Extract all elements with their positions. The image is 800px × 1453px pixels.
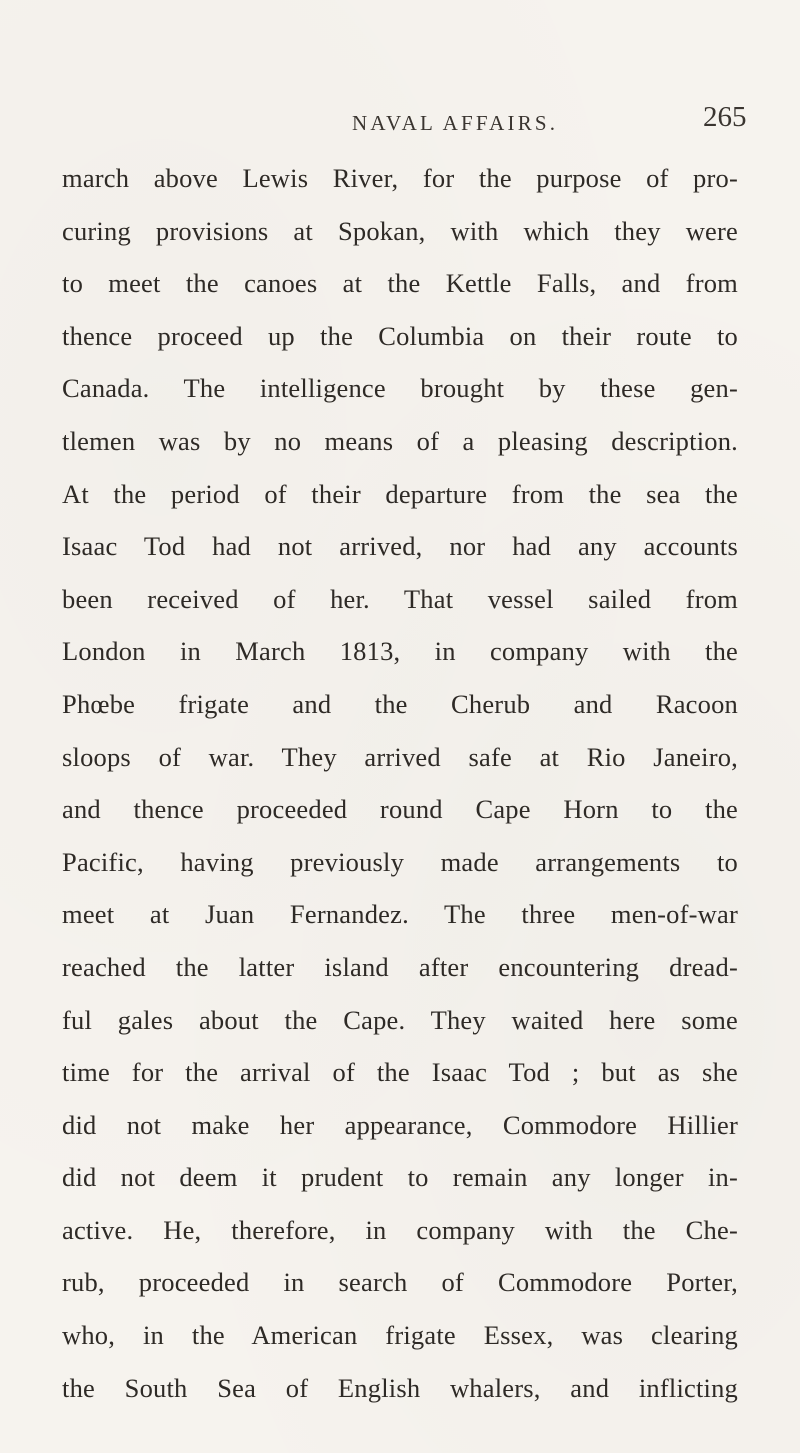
running-title: NAVAL AFFAIRS. xyxy=(352,111,559,135)
text-line: Canada. The intelligence brought by these gen- xyxy=(62,373,738,404)
body-text xyxy=(62,152,738,1414)
text-line: reached the latter island after encountering dread- xyxy=(62,951,738,982)
text-line: who, in the American frigate Essex, was clearing xyxy=(62,1320,738,1351)
text-line: Pacific, having previously made arrangements to xyxy=(62,846,738,877)
text-line: and thence proceeded round Cape Horn to the xyxy=(62,794,738,825)
text-line: Phœbe frigate and the Cherub and Racoon xyxy=(62,688,738,719)
text-line: active. He, therefore, in company with the Che- xyxy=(62,1214,738,1245)
text-line: time for the arrival of the Isaac Tod ; but as she xyxy=(62,1057,738,1088)
text-line: been received of her. That vessel sailed from xyxy=(62,583,738,614)
text-line: tlemen was by no means of a pleasing description. xyxy=(62,425,738,456)
text-line: thence proceed up the Columbia on their route to xyxy=(62,320,738,351)
text-line: march above Lewis River, for the purpose of pro- xyxy=(62,163,738,193)
text-line: curing provisions at Spokan, with which they were xyxy=(62,215,738,246)
text-line: did not make her appearance, Commodore Hillier xyxy=(62,1109,738,1140)
text-line: rub, proceeded in search of Commodore Porter, xyxy=(62,1267,738,1298)
text-line: meet at Juan Fernandez. The three men-of-war xyxy=(62,899,738,930)
text-line: ful gales about the Cape. They waited here some xyxy=(62,1004,738,1035)
text-line: London in March 1813, in company with the xyxy=(62,636,738,667)
page-number: 265 xyxy=(703,101,747,133)
text-line: At the period of their departure from the sea the xyxy=(62,478,738,509)
text-line: sloops of war. They arrived safe at Rio Janeiro, xyxy=(62,741,738,772)
text-line: the South Sea of English whalers, and inflicting xyxy=(62,1372,738,1403)
running-head xyxy=(0,101,800,147)
text-line: Isaac Tod had not arrived, nor had any accounts xyxy=(62,531,738,562)
text-line: did not deem it prudent to remain any longer in- xyxy=(62,1162,738,1193)
text-line: to meet the canoes at the Kettle Falls, and from xyxy=(62,268,738,299)
